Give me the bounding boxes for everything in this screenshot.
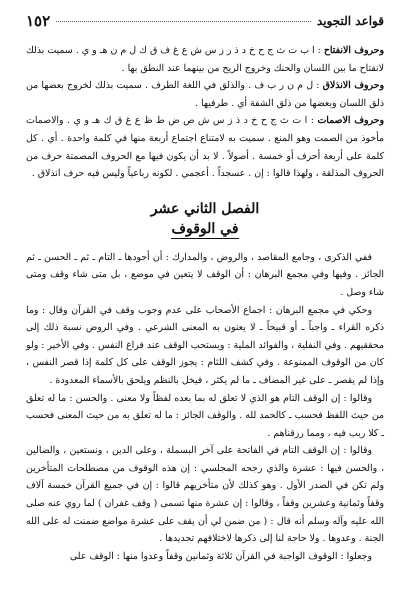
page-number: ١٥٢ <box>26 12 51 30</box>
running-header <box>26 10 384 32</box>
text-indhilaq: : ل م ن ر ب ف . والذلق في اللغة الطرف . سميت بذلك لخروج بعضها من ذلق اللسان وبعضها من ذلق الشفة أي . طرفيها . <box>26 80 384 109</box>
body-paragraph: وجعلوا : الوقوف الواجبة في القرآن ثلاثة وثمانين وقفاً وعدوا منها : الوقف على <box>69 550 372 562</box>
term-infitah: وحروف الانفتاح <box>323 45 384 56</box>
term-ismat: وحروف الاصمات <box>317 115 384 127</box>
paragraph-infitah <box>26 42 384 77</box>
header-leader-dots <box>56 21 311 22</box>
chapter-number: الفصل الثاني عشر <box>150 200 260 217</box>
paragraph-indhilaq <box>26 77 384 112</box>
chapter-title: في الوقوف <box>171 220 239 237</box>
body-paragraph: وقالوا : إن الوقف التام هو الذي لا تعلق له بما بعده لفظاً ولا معنى . والحسن : ما له تعلق من حيث اللفظ فحسب ـ كالحمد لله . والوقف الجائز : ما له تعلق به من حيث المعنى فحسب ـ كلا ربب فيه ، ومما رزقناهم . <box>26 392 384 439</box>
body-paragraph: ففي الذكرى ، وجامع المقاصد ، والروض ، والمدارك : أن أجودها ـ التام ـ ثم ـ الحسن ـ ثم الجائز . وفيها وفي مجمع البرهان : أن الوقف لا يتعين في موضع ، بل متى شاء وقف ومتى شاء وصل . <box>26 251 384 298</box>
running-title: قواعد التجويد <box>316 14 384 28</box>
paragraph-ismat <box>26 112 384 182</box>
text-ismat: : ا ت ث ج ح خ د ذ ز س ش ص ض ط ظ ع غ ق ك هـ و ي . والاصمات مأخوذ من الصمت وهو المنع . سميت به لامتناع اجتماع أربعة منها في كلمة واحدة . أي . كل كلمة على أربعة أحرف أو خمسة . أصولاً . لا بد أن يكون فيها مع الحروف المصمتة حرف من الحروف المذلقة ، ولهذا قالوا : إن . عسجداً . أعجمي . لكونه رباعياً وليس فيه حرف انذلاق . <box>26 115 384 180</box>
body-paragraph: وحكي في مجمع البرهان : اجماع الأصحاب على عدم وجوب وقف في القرآن وقال : وما ذكره القراء ـ واجباً ـ أو قبيحاً ـ لا يعنون به المعنى الشرعي . وفي الروض نسبة ذلك إلى محققيهم . وفي النفلية ، والفوائد الملية : ويستحب الوقف عند فراغ النفس . وفي الأخير : ولو كان من الوقوف الممنوعة . وفي كشف اللثام : يجوز الوقف على كل كلمة إذا قصر النفس ، وإذا لم يقصر ـ على غير المضاف ـ ما لم يكثر ، فيخل بالنظم ويلحق بالأسماء المعدودة . <box>26 304 384 386</box>
letter-categories-section <box>26 42 384 183</box>
body-paragraph: وقالوا : إن الوقف التام في الفاتحة على آخر البسملة ، وعلى الدين ، ونستعين ، والضالين ، والحسن فيها : عشرة والذي رجحه المجلسي : إن هذه الوقوف من مصطلحات المتأخرين ولم تكن في الصدر الأول . وهو كذلك لأن متأخريهم قالوا : إن في جميع القرآن خمسة آلاف وقفاً وثمانية وعشرين وقفاً ، وقالوا : إن عشرة منها تسمى ( وقف غفران ) لما روي عنه صلى الله عليه وآله وسلم أنه قال : ( من ضمن لي أن يقف على عشرة مواضع ضمنت له على الله الجنة . وعدوها . ولا حاجة لنا إلى ذكرها لاختلافهم تحديدها . <box>26 445 384 545</box>
text-infitah: : ا ب ت ث ج ح خ د ذ ر ز س ش ع غ ف ق ك ل م ن هـ و ي . سميت بذلك لانفتاح ما بين اللسان والحنك وخروج الريح من بينهما عند النطق بها . <box>26 45 384 74</box>
chapter-body <box>26 249 384 566</box>
chapter-heading <box>26 219 384 239</box>
term-indhilaq: وحروف الانذلاق <box>322 80 385 92</box>
